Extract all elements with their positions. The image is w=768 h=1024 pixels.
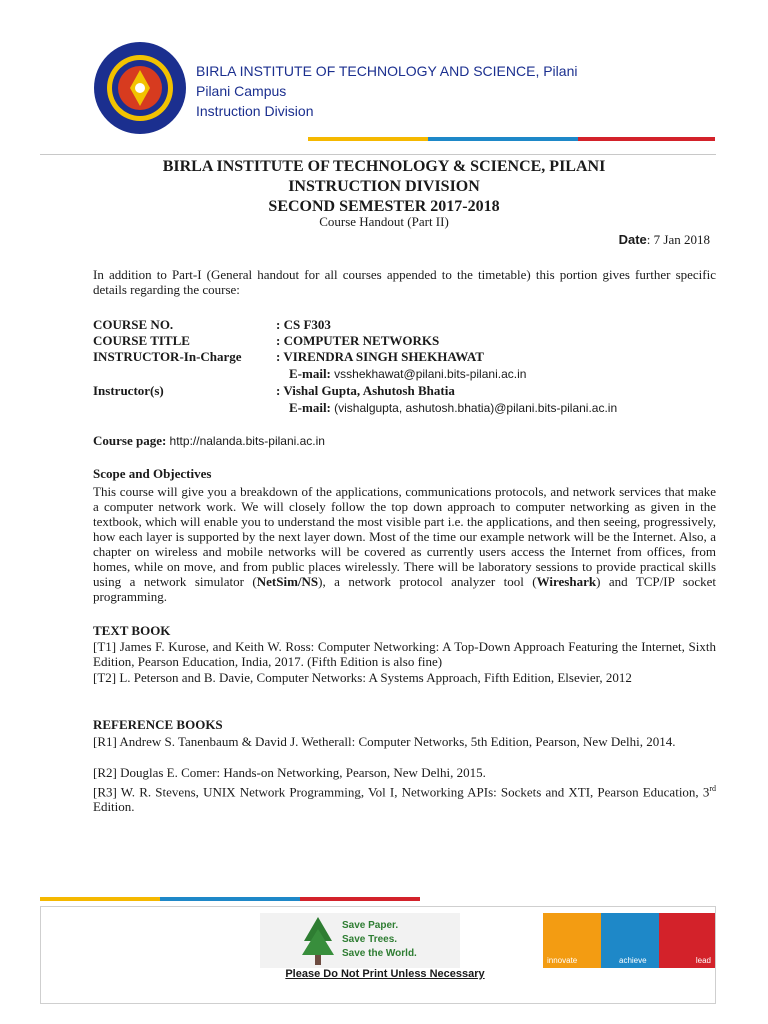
tile-lead — [659, 913, 715, 968]
date-line — [619, 232, 710, 248]
bits-logo — [92, 40, 188, 136]
reference-item: [R1] Andrew S. Tanenbaum & David J. Wetherall: Computer Networks, 5th Edition, Pearson, New Delhi, 2014. — [93, 734, 676, 749]
ic-email-value[interactable]: vsshekhawat@pilani.bits-pilani.ac.in — [334, 367, 527, 381]
instructors-email-line — [289, 400, 617, 416]
tile-achieve-label: achieve — [619, 956, 647, 965]
instructors-value: : Vishal Gupta, Ashutosh Bhatia — [276, 383, 455, 398]
instructor-in-charge-value: : VIRENDRA SINGH SHEKHAWAT — [276, 349, 484, 364]
scope-paragraph — [93, 484, 716, 604]
scope-netsim: NetSim/NS — [256, 574, 319, 589]
save-slogan-line: Save the World. — [342, 948, 417, 959]
footer-bar-yellow — [40, 897, 160, 901]
institution-header — [196, 61, 577, 121]
intro-paragraph: In addition to Part-I (General handout for all courses appended to the timetable) this portion gives further specific details regarding the course: — [93, 267, 716, 297]
reference-r3-sup: rd — [709, 784, 716, 793]
ic-email-line — [289, 366, 526, 382]
textbook-heading: TEXT BOOK — [93, 623, 171, 638]
title-line-3: SECOND SEMESTER 2017-2018 — [268, 198, 500, 215]
course-page-line — [93, 433, 325, 449]
footer-bar-blue — [160, 897, 300, 901]
reference-item: [R2] Douglas E. Comer: Hands-on Networking, Pearson, New Delhi, 2015. — [93, 765, 486, 780]
references-heading: REFERENCE BOOKS — [93, 717, 223, 732]
tile-innovate — [543, 913, 601, 968]
textbook-item: [T1] James F. Kurose, and Keith W. Ross: Computer Networking: A Top-Down Approach Featuring the Internet, Sixth Edition, Pearson Education, India, 2017. (Fifth Edition is also fine) — [93, 639, 716, 669]
instructor-in-charge-label: INSTRUCTOR-In-Charge — [93, 349, 242, 364]
tree-icon — [300, 915, 336, 967]
reference-r3-end: Edition. — [93, 799, 135, 815]
instructors-label: Instructor(s) — [93, 383, 164, 398]
header-divider — [40, 154, 716, 155]
instructors-email-label: E-mail: — [289, 400, 331, 415]
accent-bar-red — [578, 137, 715, 141]
ic-email-label: E-mail: — [289, 366, 331, 381]
date-value: : 7 Jan 2018 — [646, 232, 710, 247]
date-label: Date — [618, 232, 647, 247]
tile-lead-label: lead — [695, 956, 711, 965]
course-page-label: Course page: — [93, 433, 167, 448]
accent-bar-yellow — [308, 137, 428, 141]
save-paper-banner — [260, 913, 460, 968]
reference-r3-text: [R3] W. R. Stevens, UNIX Network Programming, Vol I, Networking APIs: Sockets and XTI, Pearson Education, 3 — [93, 784, 710, 800]
scope-heading: Scope and Objectives — [93, 466, 212, 481]
accent-bar-blue — [428, 137, 578, 141]
scope-text-3: ) and TCP/IP socket programming. — [93, 574, 716, 604]
scope-text-1: This course will give you a breakdown of the applications, communications protocols, and network services that make a computer network work. We will closely follow the top down approach to computer networking as given in the textbook, which will enable you to understand the most visible part i.e. the applications, and then seeing, progressively, how each layer is supported by the next layer down. Most of the time our example network will be the Internet. Also, a chapter on wireless and mobile networks will be covered as currently users access the Internet from offices, from homes, while on move, and from public places wirelessly. There will be laboratory sessions to provide practical skills using a network simulator ( — [93, 484, 716, 589]
campus-name: Pilani Campus — [196, 83, 287, 99]
tile-innovate-label: innovate — [547, 956, 578, 965]
institution-name: BIRLA INSTITUTE OF TECHNOLOGY AND SCIENCE, Pilani — [196, 63, 578, 79]
course-page-link[interactable]: http://nalanda.bits-pilani.ac.in — [169, 434, 325, 448]
save-slogan-line: Save Paper. — [342, 920, 399, 931]
course-no-value: : CS F303 — [276, 317, 331, 332]
title-line-2: INSTRUCTION DIVISION — [288, 178, 480, 195]
instructors-email-value[interactable]: (vishalgupta, ashutosh.bhatia)@pilani.bits-pilani.ac.in — [334, 401, 618, 415]
course-title-label: COURSE TITLE — [93, 333, 190, 348]
course-no-label: COURSE NO. — [93, 317, 174, 332]
document-subtitle: Course Handout (Part II) — [319, 214, 449, 229]
document-title — [0, 157, 768, 217]
title-line-1: BIRLA INSTITUTE OF TECHNOLOGY & SCIENCE, PILANI — [162, 158, 606, 175]
footer-bar-red — [300, 897, 420, 901]
scope-wireshark: Wireshark — [536, 574, 597, 589]
scope-text-2: ), a network protocol analyzer tool ( — [318, 574, 537, 589]
division-name: Instruction Division — [196, 103, 314, 119]
save-slogan-line: Save Trees. — [342, 934, 398, 945]
reference-item — [93, 781, 716, 814]
print-notice: Please Do Not Print Unless Necessary — [285, 968, 485, 980]
textbook-item: [T2] L. Peterson and B. Davie, Computer Networks: A Systems Approach, Fifth Edition, Elsevier, 2012 — [93, 670, 632, 685]
tile-achieve — [601, 913, 659, 968]
save-slogan — [342, 919, 417, 961]
course-title-value: : COMPUTER NETWORKS — [276, 333, 440, 348]
